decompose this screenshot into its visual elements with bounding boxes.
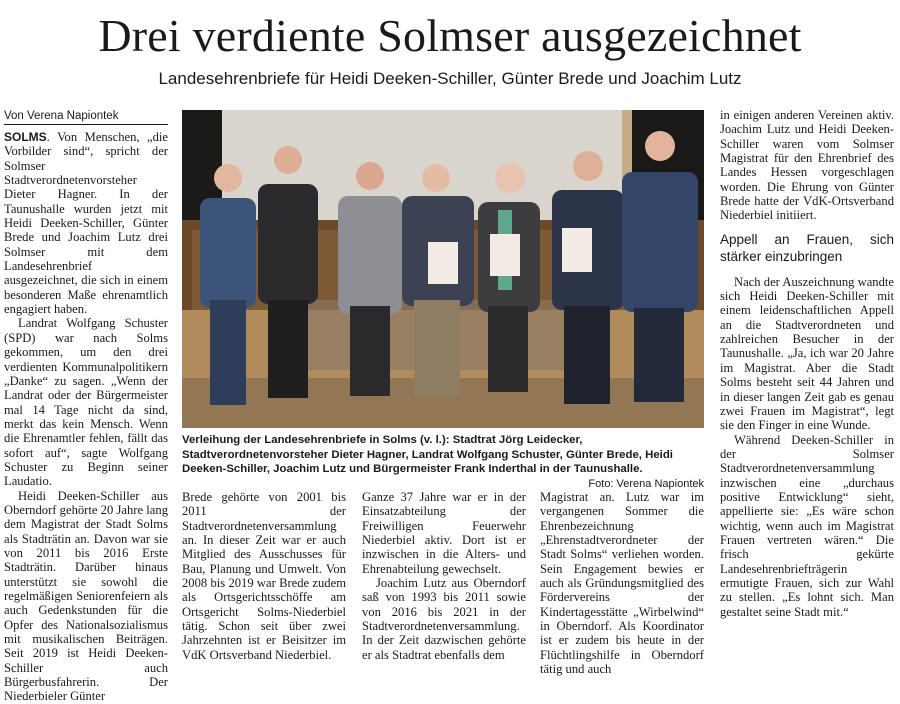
article-paragraph: Magistrat an. Lutz war im vergangenen Sommer die Ehrenbezeichnung „Ehrenstadtverordneter der Stadt Solms“ verliehen worden. Sein Engagement bewies er auch als Gründungsmitglied des Fördervereins der Kindertagesstätte „Wirbelwind“ in Oberndorf. Als Koordinator ist er zudem bis heute in der Flüchtlingshilfe in Oberndorf tätig und auch — [540, 490, 704, 677]
article-paragraph: Brede gehörte von 2001 bis 2011 der Stadtverordnetenversammlung an. In dieser Zeit war er auch Mitglied des Ausschusses für Bau, Planung und Umwelt. Von 2008 bis 2019 war Brede zudem als Ortsgerichtsschöffe am Ortsgericht Solms-Niederbiel tätig. Schon seit über zwei Jahrzehnten ist er Beisitzer im VdK Ortsverband Niederbiel. — [182, 490, 346, 662]
article-column-3 — [362, 490, 526, 666]
paragraph-text: . Von Menschen, „die Vorbilder sind“, spricht der Solmser Stadtverordnetenvorsteher Dieter Hagner. In der Taunushalle wurden jetzt mit Heidi Deeken-Schiller, Günter Brede und Joachim Lutz drei Solmser mit dem Landesehrenbrief ausgezeichnet, die sich in einem besonderen Maße ehrenamtlich engagiert haben. — [4, 130, 168, 317]
subheadline: Landesehrenbriefe für Heidi Deeken-Schiller, Günter Brede und Joachim Lutz — [158, 69, 742, 88]
headline: Drei verdiente Solmser ausgezeichnet — [98, 10, 802, 61]
photo-caption — [182, 433, 704, 491]
article-paragraph: Heidi Deeken-Schiller aus Oberndorf gehörte 20 Jahre lang dem Magistrat der Stadt Solms als Stadträtin an. Davon war sie von 2011 bis 2016 Erste Stadträtin. Darüber hinaus unterstützt sie sowohl die regelmäßigen Seniorenfeiern als auch Gedenkstunden für die Opfer des Nationalsozialismus mit musikalischen Beiträgen. Seit 2019 ist Heidi Deeken-Schiller auch Bürgerbusfahrerin. Der Niederbieler Günter — [4, 488, 168, 704]
article-column-5 — [720, 108, 894, 666]
award-photo — [182, 110, 704, 428]
subheading: Appell an Frauen, sich stärker einzubringen — [720, 231, 894, 264]
article-paragraph: Ganze 37 Jahre war er in der Einsatzabteilung der Freiwilligen Feuerwehr Niederbiel aktiv. Dort ist er inzwischen in die Alters- und Ehrenabteilung gewechselt. — [362, 490, 526, 576]
article-paragraph: Landrat Wolfgang Schuster (SPD) war nach Solms gekommen, um den drei verdienten Kommunalpolitikern „Danke“ zu sagen. „Wenn der Landrat oder der Bürgermeister mal 14 Tage nicht da sind, merkt das kein Mensch. Wenn die Ehrenamtler fehlen, fällt das sofort auf“, sagte Wolfgang Schuster zu Beginn seiner Laudatio. — [4, 316, 168, 489]
article-column-1 — [4, 130, 168, 704]
photo-credit: Foto: Verena Napiontek — [588, 477, 704, 490]
article-paragraph: in einigen anderen Vereinen aktiv. Joachim Lutz und Heidi Deeken-Schiller waren vom Solmser Magistrat für den Ehrenbrief des Landes Hessen vorgeschlagen worden. Die Ehrung von Günter Brede hatte der VdK-Ortsverband Niederbiel initiiert. — [720, 108, 894, 223]
caption-text: Verleihung der Landesehrenbriefe in Solms (v. l.): Stadtrat Jörg Leidecker, Stadtverordnetenvorsteher Dieter Hagner, Landrat Wolfgang Schuster, Günter Brede, Heidi Deeken-Schiller, Joachim Lutz und Bürgermeister Frank Inderthal in der Taunushalle. — [182, 434, 673, 475]
article-paragraph: Während Deeken-Schiller in der Solmser Stadtverordnetenversammlung inzwischen eine „durchaus positive Entwicklung“ sieht, appellierte sie: „Es wäre schon wichtig, wenn auch im Magistrat Frauen vertreten wären.“ Die frisch gekürte Landesehrenbriefträgerin ermutigte Frauen, sich zur Wahl zu stellen. „Es lohnt sich. Man gestaltet seine Stadt mit.“ — [720, 432, 894, 619]
article-column-2 — [182, 490, 346, 666]
article-column-4 — [540, 490, 704, 677]
article-paragraph — [4, 130, 168, 316]
byline: Von Verena Napiontek — [4, 108, 168, 125]
award-photo-illustration — [182, 110, 704, 428]
article-paragraph: Joachim Lutz aus Oberndorf saß von 1993 bis 2011 sowie von 2016 bis 2021 in der Stadtverordnetenversammlung. In der Zeit dazwischen gehörte er als Stadtrat ebenfalls dem — [362, 576, 526, 662]
article-paragraph: Nach der Auszeichnung wandte sich Heidi Deeken-Schiller mit einem leidenschaftlichen Appell an die Stadtverordneten und zahlreichen Besucher in der Taunushalle. „Ja, ich war 20 Jahre im Magistrat. Aber die Stadt Solms besteht seit 44 Jahren und in dieser langen Zeit gab es genau zwei Frauen im Magistrat“, legt sie den Finger in eine Wunde. — [720, 274, 894, 433]
dateline: SOLMS — [4, 130, 47, 144]
